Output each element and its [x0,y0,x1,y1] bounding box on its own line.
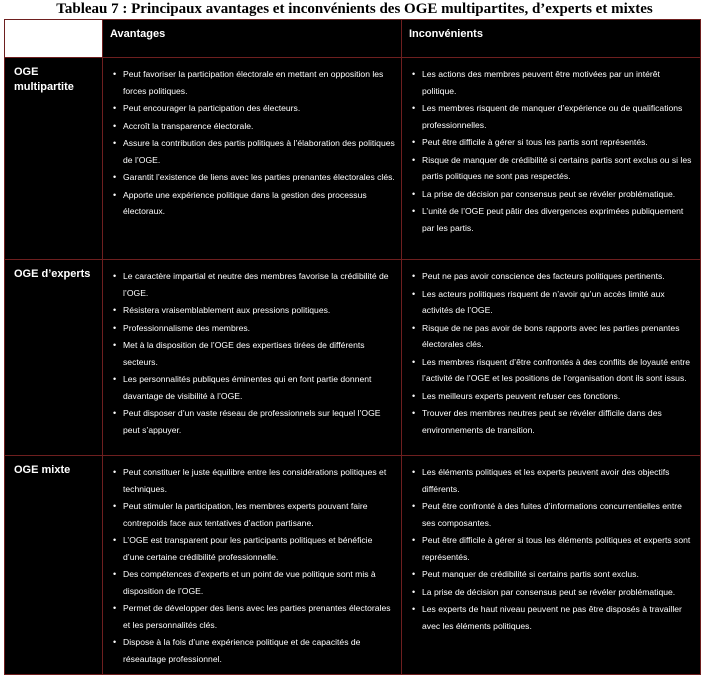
list-item: • Dispose à la fois d’une expérience politique et de capacités de réseautage professionnel. [111,634,395,667]
avantages-cell [103,456,402,675]
comparison-table [4,19,701,675]
list-item: • Résistera vraisemblablement aux pressions politiques. [111,302,395,319]
list-item: • Les membres risquent de manquer d’expérience ou de qualifications professionnelles. [410,100,694,133]
avantages-cell [103,260,402,456]
row-label: OGE multipartite [5,58,103,260]
row-label: OGE mixte [5,456,103,675]
header-avantages: Avantages [103,20,402,58]
list-item: • La prise de décision par consensus peut se révéler problématique. [410,186,694,203]
list-item: • Peut être difficile à gérer si tous les éléments politiques et experts sont représentés. [410,532,694,565]
header-inconvenients: Inconvénients [402,20,701,58]
header-row [5,20,701,58]
list-item: • L’OGE est transparent pour les participants politiques et bénéficie d’une certaine crédibilité professionnelle. [111,532,395,565]
list-item: • Peut ne pas avoir conscience des facteurs politiques pertinents. [410,268,694,285]
list-item: • Les acteurs politiques risquent de n’avoir qu’un accès limité aux activités de l’OGE. [410,286,694,319]
table-row [5,456,701,675]
list-item: • Les meilleurs experts peuvent refuser ces fonctions. [410,388,694,405]
row-label: OGE d’experts [5,260,103,456]
list-item: • Peut stimuler la participation, les membres experts pouvant faire contrepoids face aux tentatives d’action partisane. [111,498,395,531]
list-item: • Peut être confronté à des fuites d’informations concurrentielles entre ses composantes. [410,498,694,531]
inconvenients-cell [402,260,701,456]
avantages-cell [103,58,402,260]
list-item: • Les personnalités publiques éminentes qui en font partie donnent davantage de visibilité à l’OGE. [111,371,395,404]
bullet-list [111,464,395,667]
list-item: • Permet de développer des liens avec les parties prenantes électorales et les personnalités clés. [111,600,395,633]
list-item: • Peut être difficile à gérer si tous les partis sont représentés. [410,134,694,151]
list-item: • Le caractère impartial et neutre des membres favorise la crédibilité de l’OGE. [111,268,395,301]
list-item: • Met à la disposition de l’OGE des expertises tirées de différents secteurs. [111,337,395,370]
list-item: • Les éléments politiques et les experts peuvent avoir des objectifs différents. [410,464,694,497]
list-item: • Les actions des membres peuvent être motivées par un intérêt politique. [410,66,694,99]
bullet-list [410,268,694,438]
bullet-list [111,66,395,220]
list-item: • Peut favoriser la participation électorale en mettant en opposition les forces politiques. [111,66,395,99]
inconvenients-cell [402,58,701,260]
list-item: • Peut disposer d’un vaste réseau de professionnels sur lequel l’OGE peut s’appuyer. [111,405,395,438]
list-item: • Peut constituer le juste équilibre entre les considérations politiques et techniques. [111,464,395,497]
list-item: • L’unité de l’OGE peut pâtir des divergences exprimées publiquement par les partis. [410,203,694,236]
bullet-list [410,464,694,634]
list-item: • Assure la contribution des partis politiques à l’élaboration des politiques de l’OGE. [111,135,395,168]
table-row [5,260,701,456]
list-item: • Trouver des membres neutres peut se révéler difficile dans des environnements de transition. [410,405,694,438]
list-item: • La prise de décision par consensus peut se révéler problématique. [410,584,694,601]
list-item: • Risque de manquer de crédibilité si certains partis sont exclus ou si les partis politiques ne sont pas respectés. [410,152,694,185]
list-item: • Peut manquer de crédibilité si certains partis sont exclus. [410,566,694,583]
list-item: • Risque de ne pas avoir de bons rapports avec les parties prenantes électorales clés. [410,320,694,353]
list-item: • Garantit l’existence de liens avec les parties prenantes électorales clés. [111,169,395,186]
list-item: • Peut encourager la participation des électeurs. [111,100,395,117]
list-item: • Les experts de haut niveau peuvent ne pas être disposés à travailler avec les éléments politiques. [410,601,694,634]
list-item: • Accroît la transparence électorale. [111,118,395,135]
bullet-list [111,268,395,438]
header-corner-cell [5,20,103,58]
inconvenients-cell [402,456,701,675]
table-title: Tableau 7 : Principaux avantages et inconvénients des OGE multipartites, d’experts et mixtes [56,1,653,17]
list-item: • Professionnalisme des membres. [111,320,395,337]
list-item: • Les membres risquent d’être confrontés à des conflits de loyauté entre l’activité de l’OGE et les positions de l’organisation dont ils sont issus. [410,354,694,387]
list-item: • Apporte une expérience politique dans la gestion des processus électoraux. [111,187,395,220]
list-item: • Des compétences d’experts et un point de vue politique sont mis à disposition de l’OGE. [111,566,395,599]
table-row [5,58,701,260]
bullet-list [410,66,694,236]
